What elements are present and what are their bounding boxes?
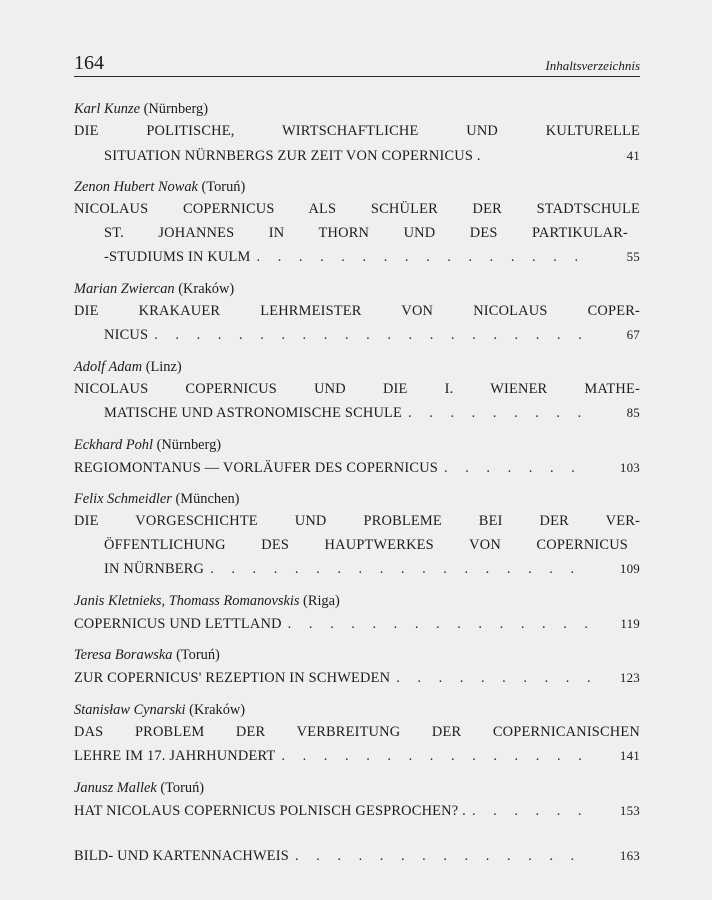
toc-title-line xyxy=(74,799,640,823)
author-place: (München) xyxy=(175,491,240,507)
toc-title-line xyxy=(74,666,640,690)
toc-title-line xyxy=(74,844,640,868)
toc-title-line: DIE KRAKAUER LEHRMEISTER VON NICOLAUS COPER- xyxy=(74,302,640,319)
dot-leader xyxy=(295,845,592,869)
toc-page-number: 67 xyxy=(626,327,640,342)
toc-entry xyxy=(74,98,640,167)
author-name: Eckhard Pohl xyxy=(74,436,153,453)
toc-page-number: 119 xyxy=(620,615,640,631)
toc-author xyxy=(74,699,640,721)
author-place: (Toruń) xyxy=(160,779,205,796)
author-place: (Kraków) xyxy=(178,280,235,297)
author-place: (Nürnberg) xyxy=(143,101,209,117)
dot-leader xyxy=(257,246,592,270)
toc-title-text: BILD- UND KARTENNACHWEIS xyxy=(74,848,289,864)
toc-title-line: ST. JOHANNES IN THORN UND DES PARTIKULAR- xyxy=(104,224,628,241)
toc-title-line: DIE VORGESCHICHTE UND PROBLEME BEI DER VER- xyxy=(74,513,640,529)
author-name: Janusz Mallek xyxy=(74,779,157,796)
toc-author xyxy=(74,590,640,612)
toc-entry xyxy=(74,356,640,425)
toc-title-text: ZUR COPERNICUS' REZEPTION IN SCHWEDEN xyxy=(74,670,391,686)
author-name: Zenon Hubert Nowak xyxy=(74,179,198,195)
toc-page-number: 85 xyxy=(626,405,640,420)
toc-entry xyxy=(74,844,640,868)
toc-title-line: ÖFFENTLICHUNG DES HAUPTWERKES VON COPERNICUS xyxy=(104,536,628,553)
dot-leader xyxy=(281,745,592,769)
toc-title-line: DIE POLITISCHE, WIRTSCHAFTLICHE UND KULTURELLE xyxy=(74,123,640,139)
dot-leader xyxy=(210,558,592,582)
author-place: (Nürnberg) xyxy=(156,436,222,453)
toc-title-text: SITUATION NÜRNBERGS ZUR ZEIT VON COPERNICUS . xyxy=(104,147,481,164)
toc-title-text: NICUS xyxy=(104,327,149,343)
toc-entry xyxy=(74,699,640,768)
toc-entry xyxy=(74,176,640,269)
toc-title-text: LEHRE IM 17. JAHRHUNDERT xyxy=(74,748,276,764)
toc-title-text: IN NÜRNBERG xyxy=(104,561,205,577)
toc-page-number: 109 xyxy=(619,561,640,576)
dot-leader xyxy=(408,402,592,426)
toc-entry xyxy=(74,278,640,347)
toc-author xyxy=(74,777,640,799)
toc-title-line xyxy=(74,401,640,425)
author-name: Adolf Adam xyxy=(74,358,143,375)
author-name: Marian Zwiercan xyxy=(74,280,175,297)
toc-title-line xyxy=(74,744,640,768)
toc-author xyxy=(74,644,640,666)
toc-title-line xyxy=(74,323,640,347)
author-name: Stanisław Cynarski xyxy=(74,701,186,718)
toc-title-text: HAT NICOLAUS COPERNICUS POLNISCH GESPROCHEN? . xyxy=(74,802,466,819)
toc-entry xyxy=(74,590,640,636)
toc-page-number: 141 xyxy=(619,748,640,763)
author-name: Felix Schmeidler xyxy=(74,491,172,507)
page-number: 164 xyxy=(74,52,104,74)
table-of-contents xyxy=(74,98,640,868)
page-header xyxy=(74,52,640,77)
dot-leader xyxy=(472,800,592,824)
toc-page-number: 153 xyxy=(619,802,640,818)
dot-leader xyxy=(396,667,592,691)
author-place: (Toruń) xyxy=(176,647,220,663)
toc-page-number: 55 xyxy=(626,249,640,264)
toc-author xyxy=(74,488,640,510)
toc-title-text: COPERNICUS UND LETTLAND xyxy=(74,615,282,632)
toc-entry xyxy=(74,434,640,480)
dot-leader xyxy=(154,324,592,348)
toc-page-number: 123 xyxy=(619,670,640,685)
toc-page-number: 41 xyxy=(626,147,640,163)
author-place: (Kraków) xyxy=(189,701,246,718)
author-name: Janis Kletnieks, Thomass Romanovskis xyxy=(74,592,300,609)
toc-author xyxy=(74,278,640,300)
toc-page-number: 103 xyxy=(619,459,640,475)
toc-author xyxy=(74,176,640,198)
toc-title-line: NICOLAUS COPERNICUS ALS SCHÜLER DER STADTSCHULE xyxy=(74,201,640,217)
author-place: (Linz) xyxy=(145,358,182,375)
toc-title-line xyxy=(74,612,640,636)
toc-title-line xyxy=(74,456,640,480)
toc-entry xyxy=(74,488,640,581)
toc-title-text: -STUDIUMS IN KULM xyxy=(104,249,251,265)
toc-page-number: 163 xyxy=(619,848,640,863)
running-head: Inhaltsverzeichnis xyxy=(545,58,640,73)
dot-leader xyxy=(288,613,592,637)
toc-title-line xyxy=(74,557,640,581)
author-place: (Riga) xyxy=(303,592,340,609)
toc-title-line: NICOLAUS COPERNICUS UND DIE I. WIENER MATHE- xyxy=(74,380,640,397)
author-place: (Toruń) xyxy=(201,179,246,195)
toc-title-text: REGIOMONTANUS — VORLÄUFER DES COPERNICUS xyxy=(74,459,438,476)
toc-entry xyxy=(74,644,640,690)
author-name: Teresa Borawska xyxy=(74,647,173,663)
toc-title-line xyxy=(74,144,640,168)
toc-author xyxy=(74,434,640,456)
toc-author xyxy=(74,98,640,120)
toc-author xyxy=(74,356,640,378)
toc-title-line: DAS PROBLEM DER VERBREITUNG DER COPERNICANISCHEN xyxy=(74,723,640,740)
author-name: Karl Kunze xyxy=(74,101,140,117)
toc-title-text: MATISCHE UND ASTRONOMISCHE SCHULE xyxy=(104,405,403,421)
toc-entry xyxy=(74,777,640,823)
dot-leader xyxy=(444,457,592,481)
toc-title-line xyxy=(74,245,640,269)
